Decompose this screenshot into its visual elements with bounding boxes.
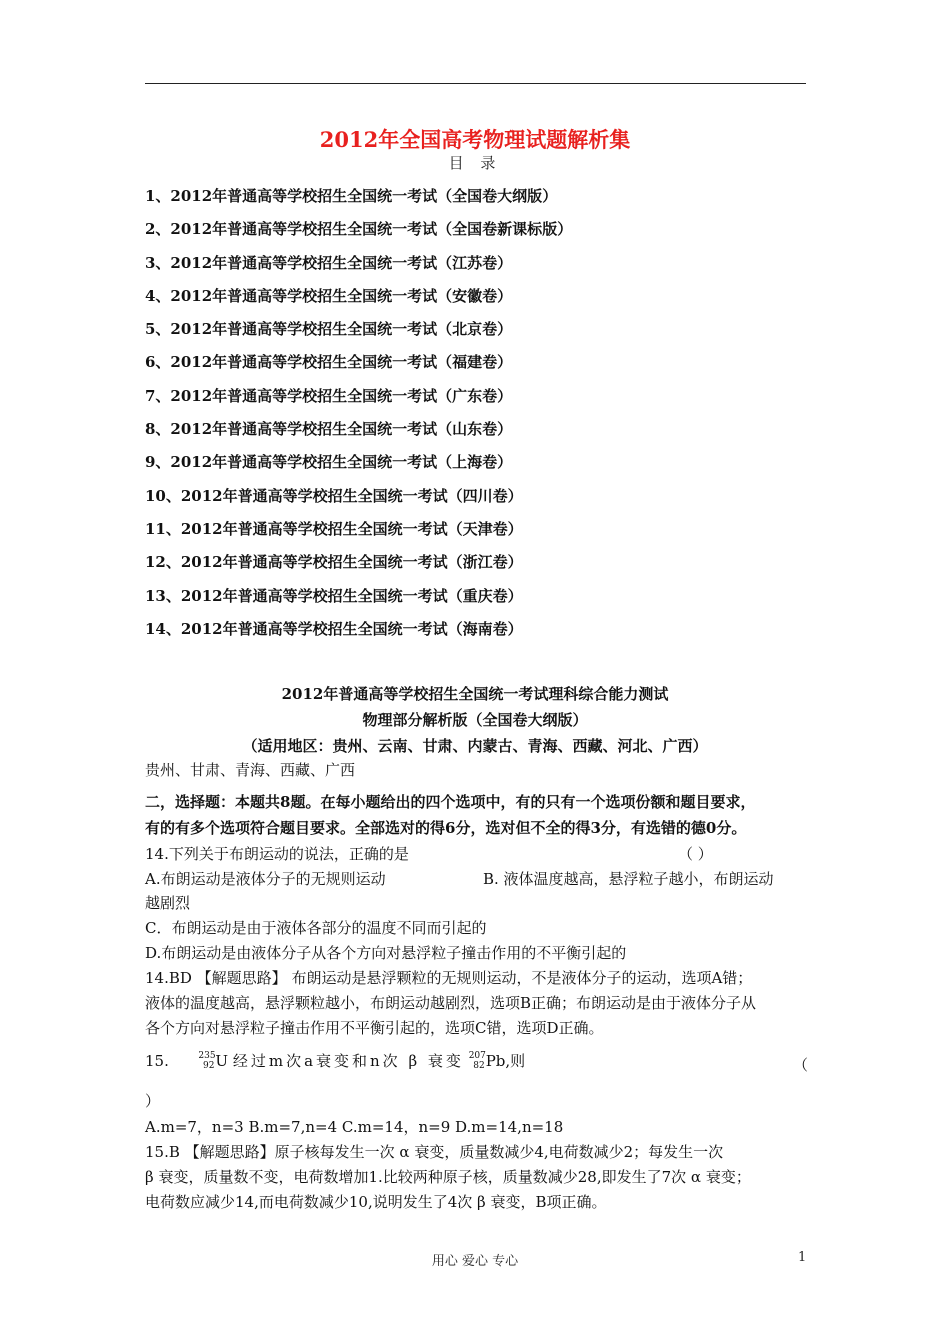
- q14-option-b-cont: 越剧烈: [145, 894, 191, 912]
- paper-regions: （适用地区：贵州、云南、甘肃、内蒙古、青海、西藏、河北、广西）: [242, 737, 708, 755]
- toc-item[interactable]: 11、2012年普通高等学校招生全国统一考试（天津卷）: [145, 519, 523, 538]
- footer-motto: 用心 爱心 专心: [431, 1254, 519, 1269]
- toc-item[interactable]: 3、2012年普通高等学校招生全国统一考试（江苏卷）: [145, 253, 513, 272]
- toc-item[interactable]: 5、2012年普通高等学校招生全国统一考试（北京卷）: [145, 320, 513, 339]
- toc-item[interactable]: 14、2012年普通高等学校招生全国统一考试（海南卷）: [145, 619, 523, 638]
- q14-option-d: D.布朗运动是由液体分子从各个方向对悬浮粒子撞击作用的不平衡引起的: [145, 944, 627, 962]
- header-rule: [145, 83, 806, 84]
- toc-item[interactable]: 7、2012年普通高等学校招生全国统一考试（广东卷）: [145, 386, 513, 405]
- uranium-nuclide-numbers: [198, 1051, 214, 1073]
- section-instructions-line1: 二，选择题：本题共8题。在每小题给出的四个选项中，有的只有一个选项份额和题目要求，: [145, 793, 756, 811]
- q15-paren-open: （: [793, 1056, 809, 1074]
- q15-solution-line1: 15.B 【解题思路】原子核每发生一次 α 衰变，质量数减少4,电荷数减少2；每发生一次: [145, 1143, 724, 1161]
- toc-item[interactable]: 1、2012年普通高等学校招生全国统一考试（全国卷大纲版）: [145, 187, 558, 205]
- uranium-atomic-number: 92: [202, 1061, 215, 1071]
- q15-stem: [145, 1050, 525, 1073]
- page-number: 1: [798, 1250, 807, 1265]
- lead-mass-number: 207: [468, 1051, 486, 1061]
- q14-option-c: C．布朗运动是由于液体各部分的温度不同而引起的: [145, 919, 487, 937]
- q14-solution-line1: 14.BD 【解题思路】 布朗运动是悬浮颗粒的无规则运动，不是液体分子的运动，选项A错；: [145, 969, 753, 987]
- toc-item[interactable]: 2、2012年普通高等学校招生全国统一考试（全国卷新课标版）: [145, 220, 573, 239]
- paper-subheading: 物理部分解析版（全国卷大纲版）: [362, 711, 588, 729]
- q15-number: 15.: [145, 1052, 169, 1070]
- paper-heading: 2012年普通高等学校招生全国统一考试理科综合能力测试: [281, 685, 669, 703]
- q14-stem: 14.下列关于布朗运动的说法，正确的是: [145, 845, 409, 863]
- regions-note: 贵州、甘肃、青海、西藏、广西: [145, 761, 356, 779]
- toc-item[interactable]: 13、2012年普通高等学校招生全国统一考试（重庆卷）: [145, 586, 523, 605]
- q15-paren-close: ）: [145, 1092, 161, 1110]
- q14-option-b: B. 液体温度越高，悬浮粒子越小，布朗运动: [483, 870, 774, 888]
- q14-answer-blank: （ ）: [678, 845, 713, 863]
- q14-option-a: A.布朗运动是液体分子的无规则运动: [145, 870, 386, 888]
- toc-item[interactable]: 6、2012年普通高等学校招生全国统一考试（福建卷）: [145, 353, 513, 372]
- q14-solution-line2: 液体的温度越高，悬浮颗粒越小，布朗运动越剧烈，选项B正确；布朗运动是由于液体分子从: [145, 994, 757, 1012]
- q14-solution-line3: 各个方向对悬浮粒子撞击作用不平衡引起的，选项C错，选项D正确。: [145, 1019, 604, 1037]
- lead-atomic-number: 82: [473, 1061, 485, 1071]
- lead-symbol: Pb,则: [485, 1052, 526, 1070]
- toc-heading: 目 录: [448, 154, 502, 172]
- section-instructions-line2: 有的有多个选项符合题目要求。全部选对的得6分，选对但不全的得3分，有选错的德0分。: [145, 819, 747, 837]
- q15-solution-line3: 电荷数应减少14,而电荷数减少10,说明发生了4次 β 衰变，B项正确。: [145, 1193, 607, 1211]
- toc-item[interactable]: 12、2012年普通高等学校招生全国统一考试（浙江卷）: [145, 553, 523, 572]
- toc-item[interactable]: 4、2012年普通高等学校招生全国统一考试（安徽卷）: [145, 286, 513, 305]
- toc-item[interactable]: 8、2012年普通高等学校招生全国统一考试（山东卷）: [145, 420, 513, 439]
- uranium-mass-number: 235: [198, 1051, 216, 1061]
- q15-options: A.m=7，n=3 B.m=7,n=4 C.m=14，n=9 D.m=14,n=18: [145, 1118, 564, 1136]
- toc-item[interactable]: 9、2012年普通高等学校招生全国统一考试（上海卷）: [145, 453, 513, 472]
- toc-item[interactable]: 10、2012年普通高等学校招生全国统一考试（四川卷）: [145, 486, 523, 505]
- uranium-symbol: U: [215, 1052, 229, 1070]
- q15-stem-text: 经过m次a衰变和n次 β 衰变: [232, 1052, 464, 1070]
- lead-nuclide-numbers: [469, 1051, 485, 1073]
- page-title: 2012年全国高考物理试题解析集: [319, 127, 631, 152]
- table-of-contents: [145, 184, 805, 650]
- q15-solution-line2: β 衰变，质量数不变，电荷数增加1.比较两种原子核，质量数减少28,即发生了7次 α 衰变；: [145, 1168, 751, 1186]
